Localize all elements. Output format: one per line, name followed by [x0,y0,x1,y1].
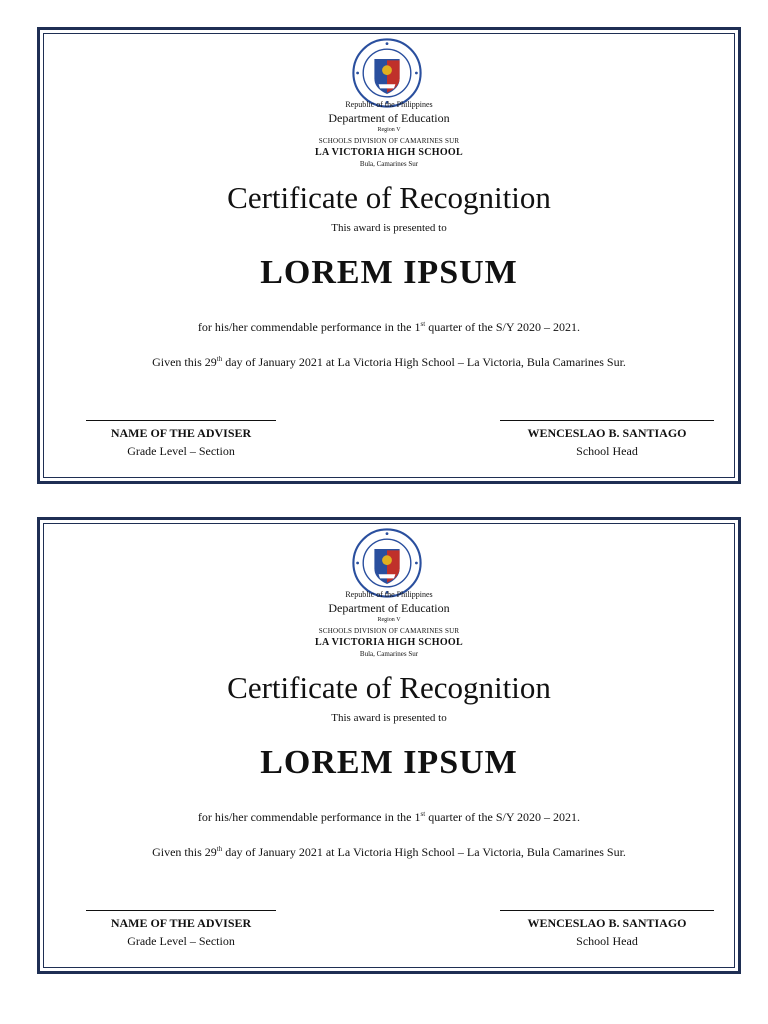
school-name: LA VICTORIA HIGH SCHOOL [315,637,463,648]
deped-seal-icon [352,528,422,598]
department-line: Department of Education [328,111,450,125]
school-address: Bula, Camarines Sur [359,160,419,168]
deped-seal-icon [352,38,422,108]
presented-to-text: This award is presented to [331,712,447,724]
adviser-role: Grade Level – Section [127,934,235,948]
certificate-1 [37,27,741,484]
division-line: SCHOOLS DIVISION OF CAMARINES SUR [318,627,460,635]
school-name: LA VICTORIA HIGH SCHOOL [315,147,463,158]
adviser-name: NAME OF THE ADVISER [110,916,252,930]
adviser-signature-line [86,910,276,911]
certificate-2 [37,517,741,974]
division-line: SCHOOLS DIVISION OF CAMARINES SUR [318,137,460,145]
school-address: Bula, Camarines Sur [359,650,419,658]
head-signature-line [500,420,714,421]
given-date-text: Given this 29th day of January 2021 at La Victoria High School – La Victoria, Bula Camarines Sur. [152,845,626,859]
republic-line: Republic of the Philippines [345,100,433,109]
commendation-text: for his/her commendable performance in the 1st quarter of the S/Y 2020 – 2021. [197,320,581,334]
region-line: Region V [377,617,401,623]
school-head-name: WENCESLAO B. SANTIAGO [527,916,687,930]
republic-line: Republic of the Philippines [345,590,433,599]
given-date-text: Given this 29th day of January 2021 at La Victoria High School – La Victoria, Bula Camarines Sur. [152,355,626,369]
adviser-name: NAME OF THE ADVISER [110,426,252,440]
recipient-name: LOREM IPSUM [260,254,518,291]
certificate-title: Certificate of Recognition [227,670,551,705]
commendation-text: for his/her commendable performance in the 1st quarter of the S/Y 2020 – 2021. [197,810,581,824]
region-line: Region V [377,127,401,133]
certificate-title: Certificate of Recognition [227,180,551,215]
adviser-signature-line [86,420,276,421]
school-head-role: School Head [576,444,638,458]
head-signature-line [500,910,714,911]
school-head-role: School Head [576,934,638,948]
recipient-name: LOREM IPSUM [260,744,518,781]
department-line: Department of Education [328,601,450,615]
presented-to-text: This award is presented to [331,222,447,234]
adviser-role: Grade Level – Section [127,444,235,458]
school-head-name: WENCESLAO B. SANTIAGO [527,426,687,440]
